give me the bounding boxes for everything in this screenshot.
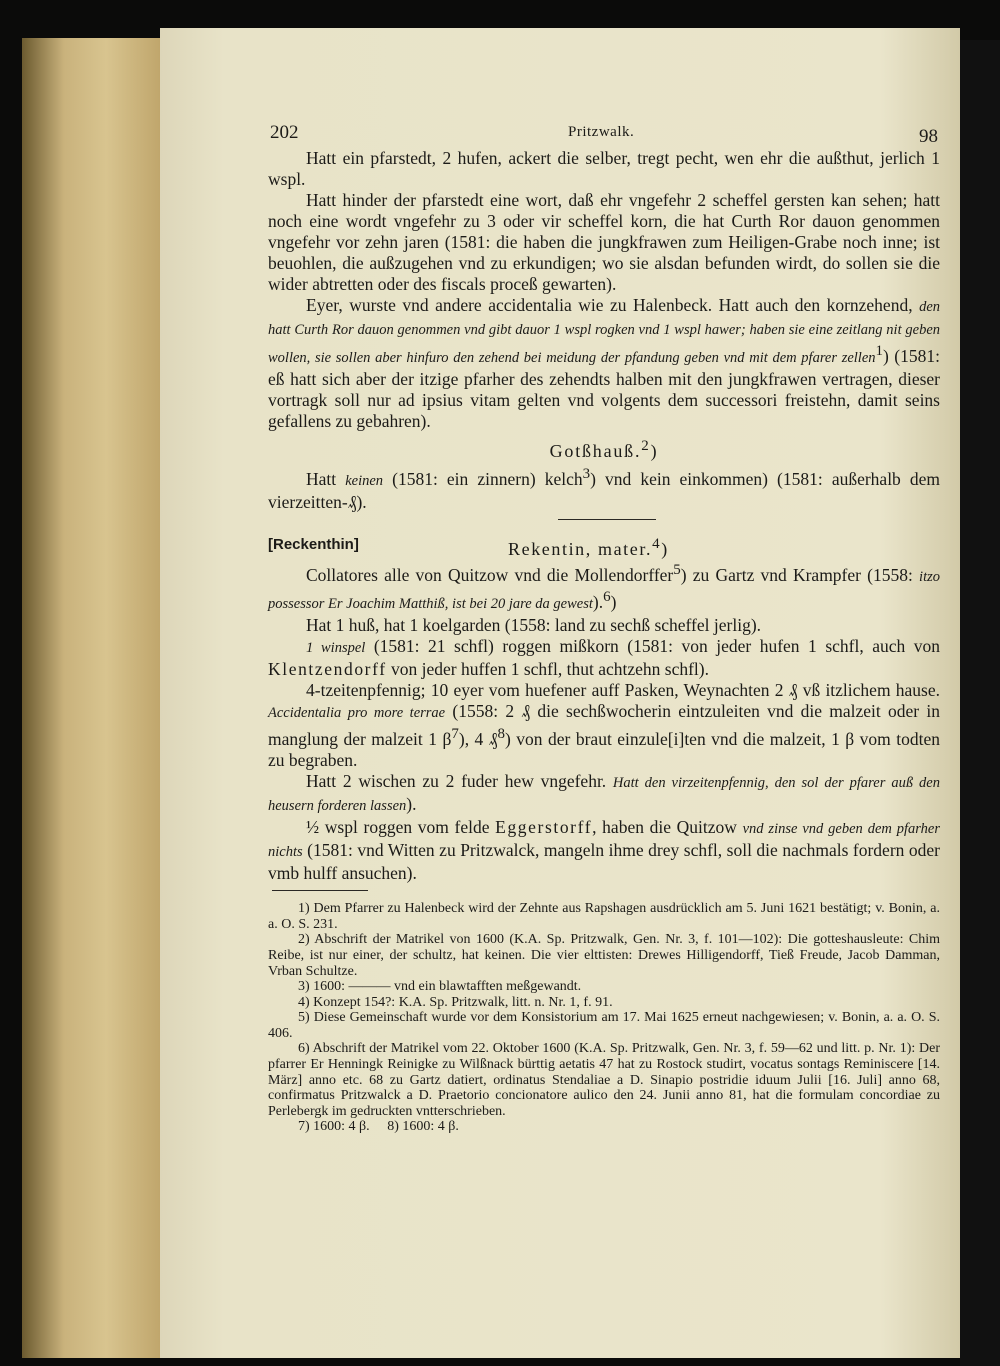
- footnote-3: 3) 1600: ——— vnd ein blawtafften meßgewandt.: [298, 979, 582, 995]
- paragraph-tzeitenpfennig: 4-tzeitenpfennig; 10 eyer vom huefener auff Pasken, Weynachten 2 ₰ vß itzlichem hause. Accidentalia pro more terrae (1558: 2 ₰ die sechßwocherin eintzuleiten vnd die malzeit oder in manglung der malzeit 1 $\beta^7$), 4 ₰$^8$) von der braut einzule[i]ten vnd die malzeit, 1 β vom todten zu begraben.: [268, 680, 940, 771]
- paragraph-collatores: Collatores alle von Quitzow vnd die Mollendorffer$^5$) zu Gartz vnd Krampfer (1558: itzo possessor Er Joachim Matthiß, ist bei 20 jare da gewest).$^6$): [268, 561, 940, 613]
- book-page-edges: [22, 38, 162, 1358]
- page-number-right: 98: [919, 126, 938, 147]
- paragraph-wischen: Hatt 2 wischen zu 2 fuder hew vngefehr. Hatt den virzeitenpfennig, den sol der pfarer auß den heusern forderen lassen).: [268, 771, 940, 815]
- footnote-2: 2) Abschrift der Matrikel von 1600 (K.A. Sp. Pritzwalk, Gen. Nr. 3, f. 101—102): Die gotteshausleute: Chim Reibe, ist nur einer, der schultz, hat keinen. Die vier elttisten: Drewes Hilligendorff, Tieß Freude, Jacob Damman, Vrban Schultze.: [268, 932, 940, 979]
- paragraph-winspel: 1 winspel (1581: 21 schfl) roggen mißkorn (1581: von jeder hufen 1 schfl, auch von Klentzendorff von jeder huffen 1 schfl, thut achtzehn schfl).: [268, 636, 940, 680]
- paragraph-accidentalia: Eyer, wurste vnd andere accidentalia wie zu Halenbeck. Hatt auch den kornzehend, den hatt Curth Ror dauon genommen vnd gibt dauor 1 wspl rogken vnd 1 wspl hawer; haben sie eine zeitlang nit geben wollen, sie sollen aber hinfuro den zehend bei meidung der pfandung geben vnd mit dem pfarer zellen$^1$) (1581: eß hatt sich aber der itzige pfarher des zehendts halben mit den jungkfrawen vertragen, dieser vortragk soll nur ad ipsius vitam gelten vnd volgents dem successori freistehn, damit seins gefallens zu gebahren).: [268, 295, 941, 431]
- running-title: Pritzwalk.: [568, 124, 635, 140]
- section-heading-row: [268, 534, 940, 560]
- footnote-7: 7) 1600: 4 β.: [298, 1119, 370, 1135]
- paragraph-pfarstedt: Hatt ein pfarstedt, 2 hufen, ackert die selber, tregt pecht, wen ehr die außthut, jerlich 1 wspl.: [268, 148, 940, 189]
- running-header: [268, 118, 940, 148]
- footnote-4: 4) Konzept 154?: K.A. Sp. Pritzwalk, litt. n. Nr. 1, f. 91.: [298, 994, 613, 1010]
- footnote-7-8: [268, 1119, 940, 1135]
- paragraph-wort: Hatt hinder der pfarstedt eine wort, daß ehr vngefehr 2 scheffel gersten kan sehen; hatt noch eine wordt vngefehr zu 3 oder vir scheffel korn, die hat Curth Ror dauon genommen vngefehr vor zehn jaren (1581: die haben die jungkfrawen zum Heiligen-Grabe noch inne; ist beuohlen, die außzugehen vnd zu erkundigen; wo sie alsdan befunden wirdt, do sollen sie die wider abtretten oder des fiscals proceß gewarten).: [268, 190, 940, 294]
- footnote-5: 5) Diese Gemeinschaft wurde vor dem Konsistorium am 17. Mai 1625 erneut nachgewiesen; v. Bonin, a. a. O. S. 406.: [268, 1010, 940, 1041]
- page-number-left: 202: [270, 122, 299, 143]
- footnote-6: 6) Abschrift der Matrikel vom 22. Oktober 1600 (K.A. Sp. Pritzwalk, Gen. Nr. 3, f. 59—62 und litt. p. Nr. 1): Der pfarrer Er Henningk Reinigke zu Wilßnack bürttig aetatis 47 hat zu Rostock studirt, vocatus sontags Reminiscere [14. März] anno etc. 68 zu Gartz datiert, ordinatus Stendaliae a D. Sinapio postridie iduum Julii [16. Juli] anno 68, confirmatus Pritzwalck a D. Praetorio concionatore aulico den 24. Junii anno 81, hat die formulam concordiae zu Perlebergk im gedruckten vntterschrieben.: [268, 1041, 940, 1119]
- footnote-8: 8) 1600: 4 β.: [387, 1119, 459, 1135]
- page-content: [268, 118, 940, 1135]
- paragraph-eggerstorff: ½ wspl roggen vom felde Eggerstorff, haben die Quitzow vnd zinse vnd geben dem pfarher nichts (1581: vnd Witten zu Pritzwalck, mangeln ihme drey schfl, soll die nachmals fordern oder vmb hulff ansuchen).: [268, 817, 940, 884]
- footnote-divider: [272, 890, 368, 891]
- heading-gotteshaus: Gotßhauß.$^2$): [549, 437, 659, 461]
- footnote-1: 1) Dem Pfarrer zu Halenbeck wird der Zehnte aus Rapshagen ausdrücklich am 5. Juni 1621 bestätigt; v. Bonin, a. a. O. S. 231.: [268, 901, 940, 932]
- paragraph-kelch: Hatt keinen (1581: ein zinnern) kelch$^3$) vnd kein einkommen) (1581: außerhalb dem vierzeitten-₰).: [268, 465, 941, 512]
- margin-note: [Reckenthin]: [268, 535, 359, 553]
- next-page-shadow: [960, 40, 1000, 1366]
- heading-rekentin: Rekentin, mater.$^4$): [508, 535, 669, 559]
- section-divider: [558, 519, 656, 520]
- paragraph-huss: Hat 1 huß, hat 1 koelgarden (1558: land zu sechß scheffel jerlig).: [306, 615, 762, 636]
